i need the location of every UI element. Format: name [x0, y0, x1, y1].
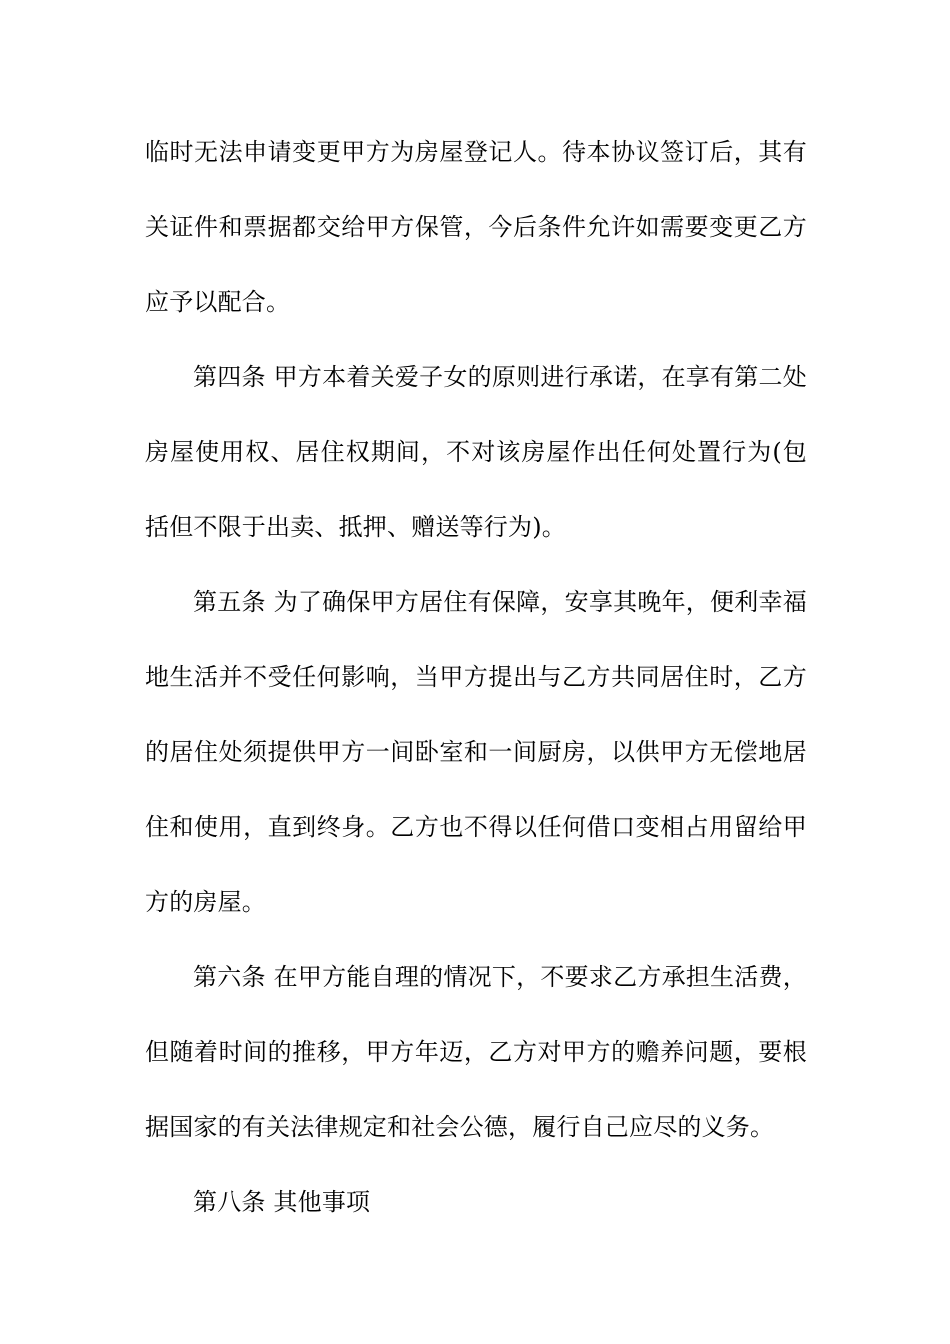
paragraph-article-6: 第六条 在甲方能自理的情况下，不要求乙方承担生活费，但随着时间的推移，甲方年迈，乙方对甲方的赡养问题，要根据国家的有关法律规定和社会公德，履行自己应尽的义务。 — [145, 963, 807, 1141]
paragraph-article-5: 第五条 为了确保甲方居住有保障，安享其晚年，便利幸福地生活并不受任何影响，当甲方提出与乙方共同居住时，乙方的居住处须提供甲方一间卧室和一间厨房，以供甲方无偿地居住和使用，直到终身。乙方也不得以任何借口变相占用留给甲方的房屋。 — [145, 588, 807, 916]
paragraph-article-8: 第八条 其他事项 — [193, 1188, 371, 1216]
paragraph-continuation: 临时无法申请变更甲方为房屋登记人。待本协议签订后，其有关证件和票据都交给甲方保管，今后条件允许如需要变更乙方应予以配合。 — [145, 138, 807, 316]
paragraph-article-4: 第四条 甲方本着关爱子女的原则进行承诺，在享有第二处房屋使用权、居住权期间，不对该房屋作出任何处置行为(包括但不限于出卖、抵押、赠送等行为)。 — [145, 363, 807, 541]
document-body — [145, 115, 807, 1240]
